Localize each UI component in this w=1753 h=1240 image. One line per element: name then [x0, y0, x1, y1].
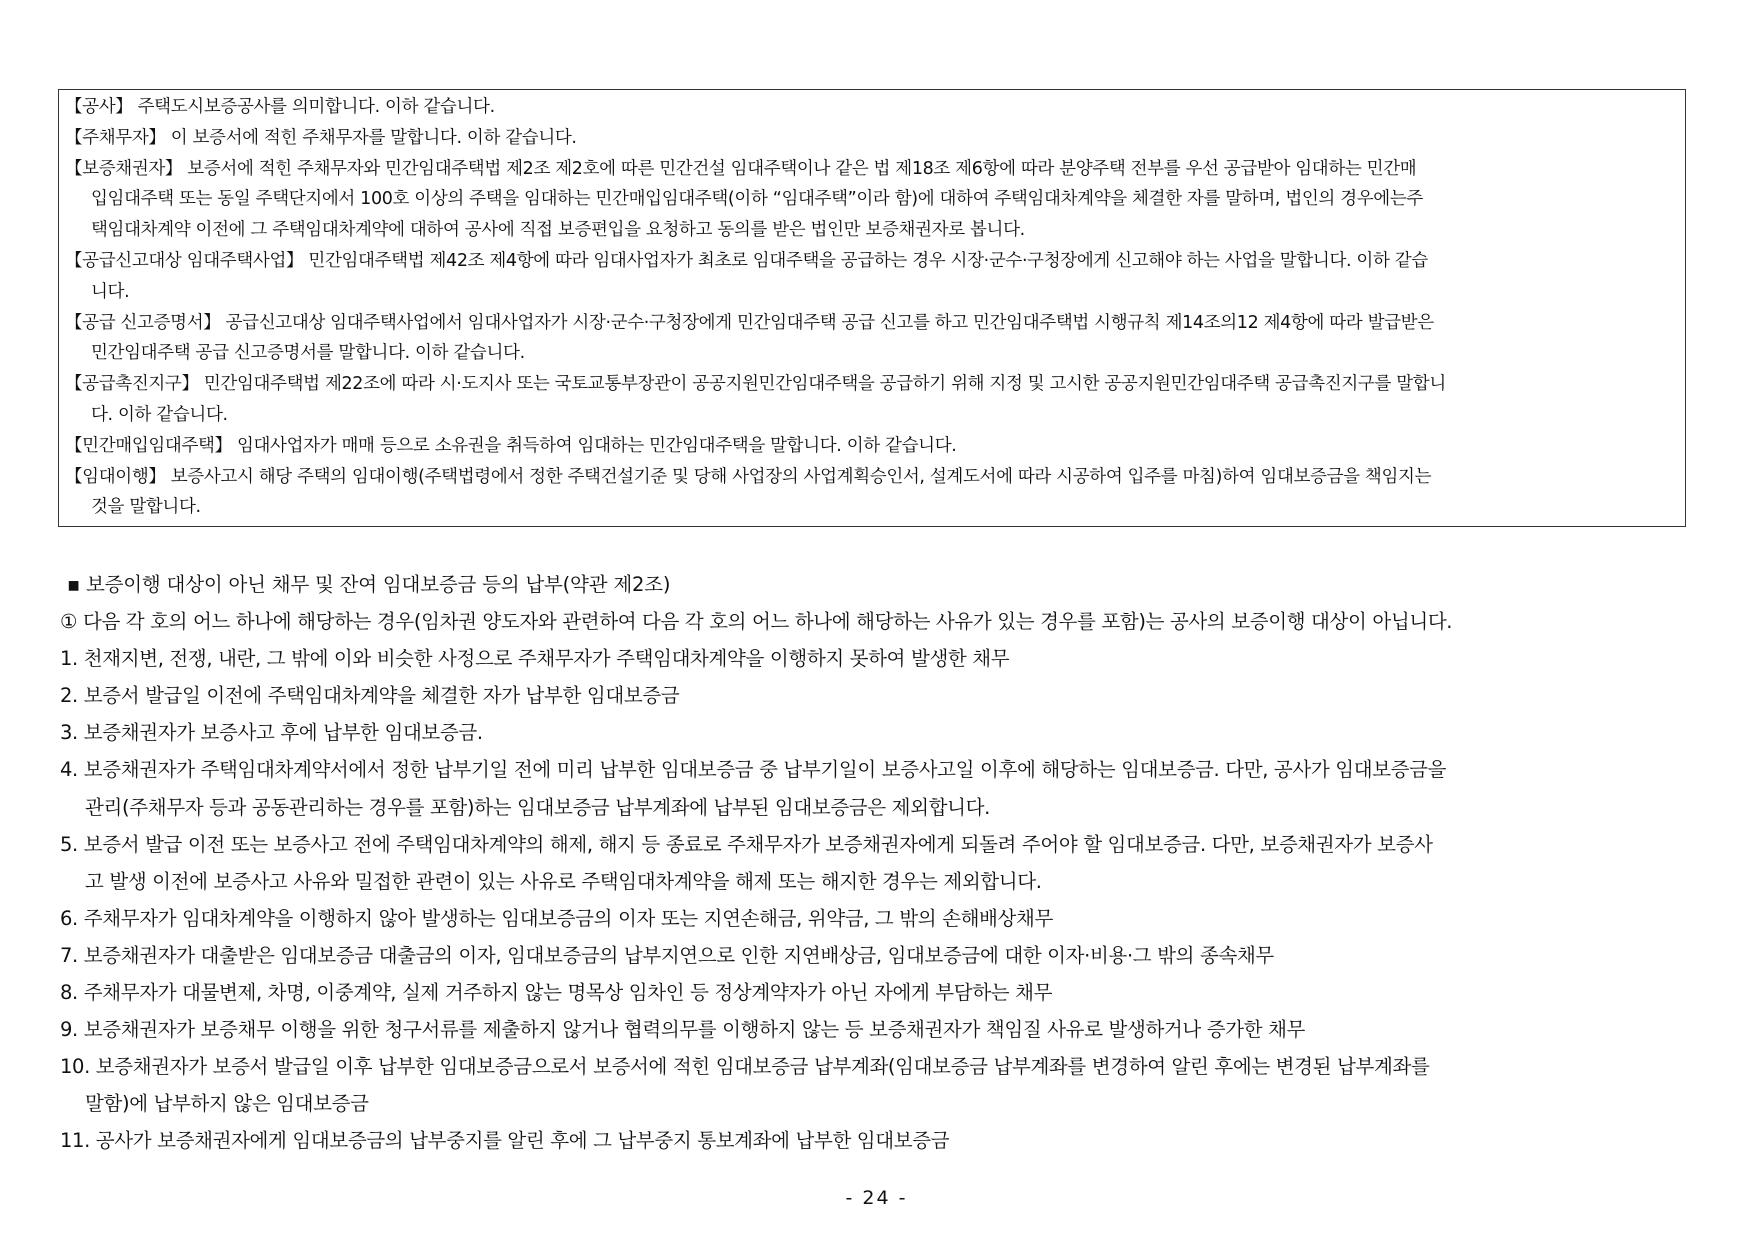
definition-item: 【주채무자】 이 보증서에 적힌 주채무자를 말합니다. 이하 같습니다. [65, 127, 577, 148]
list-item: 3. 보증채권자가 보증사고 후에 납부한 임대보증금. [60, 721, 483, 745]
list-item: 8. 주채무자가 대물변제, 차명, 이중계약, 실제 거주하지 않는 명목상 임차인 등 정상계약자가 아닌 자에게 부담하는 채무 [60, 981, 1053, 1005]
list-item: 10. 보증채권자가 보증서 발급일 이후 납부한 임대보증금으로서 보증서에 적힌 임대보증금 납부계좌(임대보증금 납부계좌를 변경하여 알린 후에는 변경된 납부계좌를 말함)에 납부하지 않은 임대보증금 [60, 1055, 1430, 1116]
section-heading: ▪ 보증이행 대상이 아닌 채무 및 잔여 임대보증금 등의 납부(약관 제2조) [67, 573, 671, 596]
definition-item: 【공급신고대상 임대주택사업】 민간임대주택법 제42조 제4항에 따라 임대사업자가 최초로 임대주택을 공급하는 경우 시장·군수·구청장에게 신고해야 하는 사업을 말합니다. 이하 같습 니다. [65, 250, 1428, 302]
definition-item: 【임대이행】 보증사고시 해당 주택의 임대이행(주택법령에서 정한 주택건설기준 및 당해 사업장의 사업계획승인서, 설계도서에 따라 시공하여 입주를 마침)하여 임대보증금을 책임지는 것을 말합니다. [65, 466, 1432, 518]
definition-item: 【공급 신고증명서】 공급신고대상 임대주택사업에서 임대사업자가 시장·군수·구청장에게 민간임대주택 공급 신고를 하고 민간임대주택법 시행규칙 제14조의12 제4항에 따라 발급받은 민간임대주택 공급 신고증명서를 말합니다. 이하 같습니다. [65, 312, 1434, 364]
list-item: 11. 공사가 보증채권자에게 임대보증금의 납부중지를 알린 후에 그 납부중지 통보계좌에 납부한 임대보증금 [60, 1129, 950, 1153]
definitions-box [58, 89, 1686, 527]
list-item: 2. 보증서 발급일 이전에 주택임대차계약을 체결한 자가 납부한 임대보증금 [60, 684, 680, 708]
list-item: 7. 보증채권자가 대출받은 임대보증금 대출금의 이자, 임대보증금의 납부지연으로 인한 지연배상금, 임대보증금에 대한 이자·비용·그 밖의 종속채무 [60, 943, 1274, 967]
section-lead-paragraph: ① 다음 각 호의 어느 하나에 해당하는 경우(임차권 양도자와 관련하여 다음 각 호의 어느 하나에 해당하는 사유가 있는 경우를 포함)는 공사의 보증이행 대상이 아닙니다. [60, 610, 1453, 634]
list-item: 6. 주채무자가 임대차계약을 이행하지 않아 발생하는 임대보증금의 이자 또는 지연손해금, 위약금, 그 밖의 손해배상채무 [60, 906, 1054, 930]
definition-item: 【공급촉진지구】 민간임대주택법 제22조에 따라 시·도지사 또는 국토교통부장관이 공공지원민간임대주택을 공급하기 위해 지정 및 고시한 공공지원민간임대주택 공급촉진지구를 말합니 다. 이하 같습니다. [65, 374, 1446, 425]
list-item: 9. 보증채권자가 보증채무 이행을 위한 청구서류를 제출하지 않거나 협력의무를 이행하지 않는 등 보증채권자가 책임질 사유로 발생하거나 증가한 채무 [60, 1018, 1306, 1042]
definition-item: 【공사】 주택도시보증공사를 의미합니다. 이하 같습니다. [65, 97, 495, 117]
page-number: - 24 - [845, 1187, 908, 1209]
definition-item: 【민간매입임대주택】 임대사업자가 매매 등으로 소유권을 취득하여 임대하는 민간임대주택을 말합니다. 이하 같습니다. [65, 435, 957, 456]
exclusion-section [60, 566, 1710, 1160]
definition-item: 【보증채권자】 보증서에 적힌 주채무자와 민간임대주택법 제2조 제2호에 따른 민간건설 임대주택이나 같은 법 제18조 제6항에 따라 분양주택 전부를 우선 공급받아 임대하는 민간매 입임대주택 또는 동일 주택단지에서 100호 이상의 주택을 임대하는 민간매입임대주택(이하 “임대주택”이라 함)에 대하여 주택임대차계약을 체결한 자를 말하며, 법인의 경우에는주 택임대차계약 이전에 그 주택임대차계약에 대하여 공사에 직접 보증편입을 요청하고 동의를 받은 법인만 보증채권자로 봅니다. [65, 158, 1423, 241]
list-item: 1. 천재지변, 전쟁, 내란, 그 밖에 이와 비슷한 사정으로 주채무자가 주택임대차계약을 이행하지 못하여 발생한 채무 [60, 647, 1010, 671]
list-item: 5. 보증서 발급 이전 또는 보증사고 전에 주택임대차계약의 해제, 해지 등 종료로 주채무자가 보증채권자에게 되돌려 주어야 할 임대보증금. 다만, 보증채권자가 보증사 고 발생 이전에 보증사고 사유와 밀접한 관련이 있는 사유로 주택임대차계약을 해제 또는 해지한 경우는 제외합니다. [60, 832, 1433, 893]
list-item: 4. 보증채권자가 주택임대차계약서에서 정한 납부기일 전에 미리 납부한 임대보증금 중 납부기일이 보증사고일 이후에 해당하는 임대보증금. 다만, 공사가 임대보증금을 관리(주채무자 등과 공동관리하는 경우를 포함)하는 임대보증금 납부계좌에 납부된 임대보증금은 제외합니다. [60, 758, 1447, 819]
